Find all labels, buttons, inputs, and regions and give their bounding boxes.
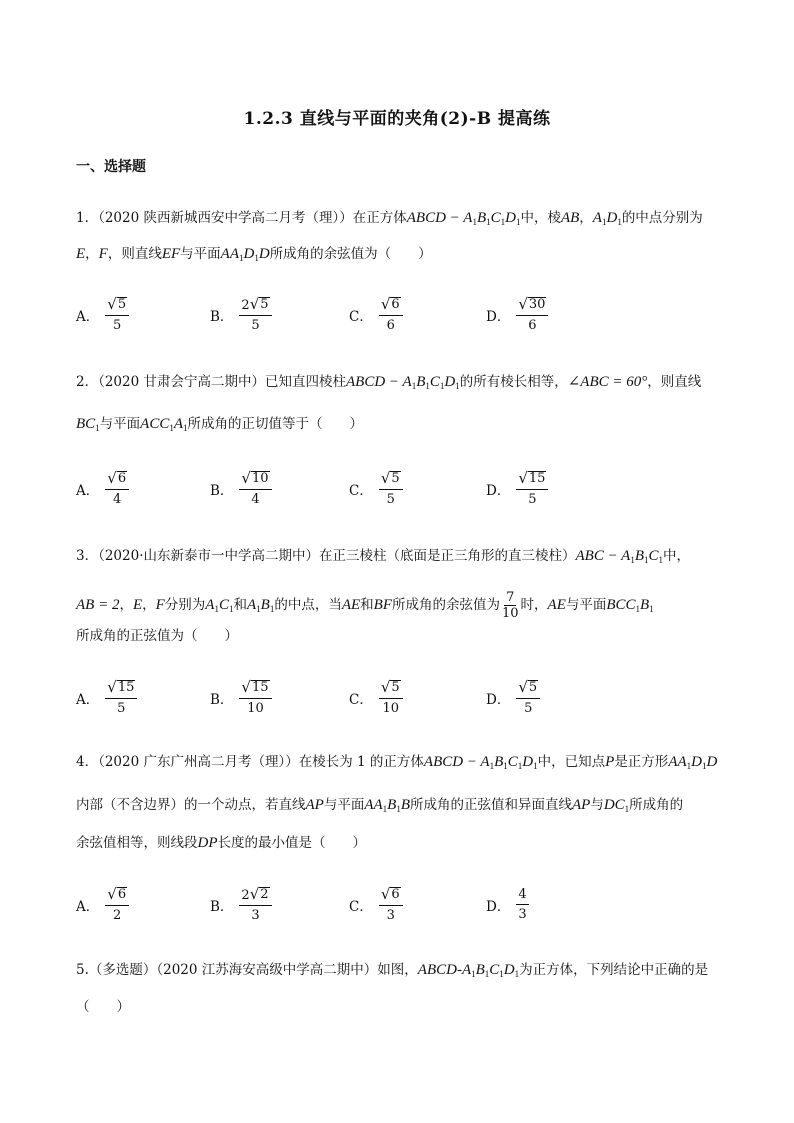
section-heading: 一、选择题 <box>76 159 146 175</box>
q1-option-c[interactable]: C． √ 6 6 <box>349 292 403 338</box>
q2-line-1: 2．（2020 甘肃会宁高二期中）已知直四棱柱ABCD − $A_1B_1C_1D_1$的所有棱长相等，∠ABC = 60°，则直线 <box>76 374 702 391</box>
q2-options <box>76 466 736 512</box>
q3-line-3: 所成角的正弦值为（ ） <box>76 628 238 644</box>
q5-line-1: 5.（多选题）（2020 江苏海安高级中学高二期中）如图，ABCD-$A_1B_1C_1D_1$为正方体，下列结论中正确的是 <box>76 962 709 979</box>
q4-line-2: 内部（不含边界）的一个动点，若直线AP与平面$AA_1B_1B$所成角的正弦值和异面直线AP与$DC_1$所成角的 <box>76 797 684 814</box>
q3-option-c[interactable]: C． √ 5 10 <box>349 675 403 721</box>
q3-cosine-fraction: $\frac{7}{10}$ <box>501 590 519 621</box>
q2-line-2: $BC_1$与平面$ACC_1A_1$所成角的正切值等于（ ） <box>76 416 364 433</box>
q3-option-b[interactable]: B． √ 15 10 <box>210 675 272 721</box>
page-title: 1.2.3 直线与平面的夹角(2)-B 提高练 <box>243 109 551 129</box>
q3-option-d[interactable]: D． √ 5 5 <box>486 675 540 721</box>
q4-line-3: 余弦值相等，则线段DP长度的最小值是（ ） <box>76 835 366 851</box>
q1-option-b[interactable]: B． 2 √ 5 5 <box>210 292 272 338</box>
q1-option-a[interactable]: A． √ 5 5 <box>76 292 129 338</box>
q2-option-a[interactable]: A． √ 6 4 <box>76 466 129 512</box>
q2-option-d[interactable]: D． √ 15 5 <box>486 466 548 512</box>
q3-line-2: AB = 2，E，F分别为$A_1C_1$和$A_1B_1$的中点，当AE和BF所成角的余弦值为 $\frac{7}{10}$ 时，AE与平面$BCC_1B_1$ <box>76 590 654 621</box>
q1-line-2: E，F，则直线EF与平面$AA_1D_1D$所成角的余弦值为（ ） <box>76 246 432 263</box>
q4-options <box>76 882 736 928</box>
q2-option-c[interactable]: C． √ 5 5 <box>349 466 403 512</box>
q1-options <box>76 292 736 338</box>
q4-option-b[interactable]: B． 2 √ 2 3 <box>210 882 272 928</box>
q3-option-a[interactable]: A． √ 15 5 <box>76 675 137 721</box>
q4-option-c[interactable]: C． √ 6 3 <box>349 882 403 928</box>
q2-option-b[interactable]: B． √ 10 4 <box>210 466 272 512</box>
q4-option-a[interactable]: A． √ 6 2 <box>76 882 129 928</box>
q4-option-d[interactable]: D． $\frac{4}{3}$ <box>486 887 527 922</box>
q3-line-1: 3．（2020·山东新泰市一中学高二期中）在正三棱柱（底面是正三角形的直三棱柱）$ABC - A_1B_1C_1$中， <box>76 548 691 565</box>
q3-options <box>76 675 736 721</box>
q5-line-2: （ ） <box>76 999 130 1015</box>
q4-line-1: 4．（2020 广东广州高二月考（理））在棱长为 1 的正方体ABCD − $A_1B_1C_1D_1$中，已知点P是正方形$AA_1D_1D$ <box>76 754 718 771</box>
q1-option-d[interactable]: D． √ 30 6 <box>486 292 548 338</box>
q1-line-1: 1．（2020 陕西新城西安中学高二月考（理））在正方体ABCD − $A_1B_1C_1D_1$中，棱AB，$A_1D_1$的中点分别为 <box>76 210 703 227</box>
